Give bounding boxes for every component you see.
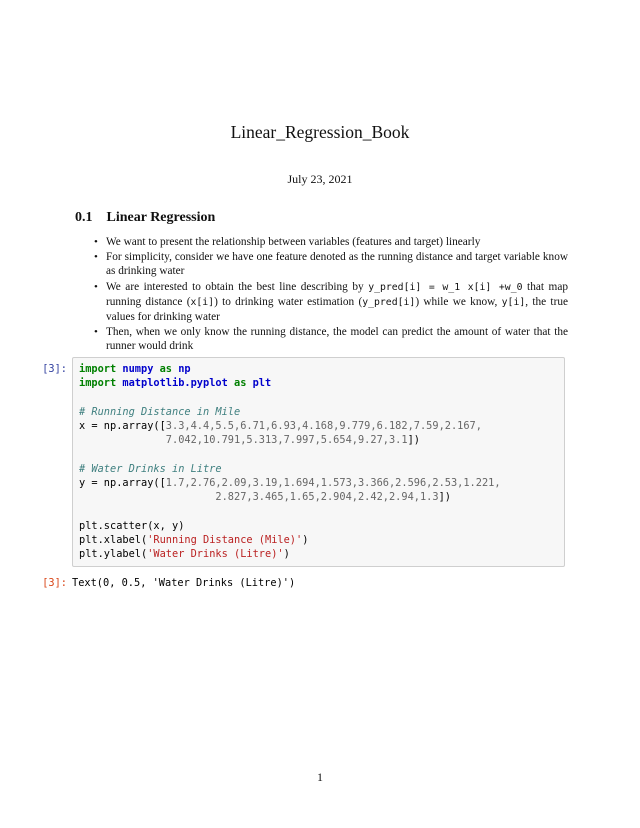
code-line: import matplotlib.pyplot as plt — [79, 376, 272, 389]
bullet-text: We are interested to obtain the best line describing by — [106, 280, 369, 293]
bullet-item — [94, 250, 568, 278]
code-line — [79, 505, 558, 519]
document-title: Linear_Regression_Book — [230, 122, 410, 142]
code-line: 7.042,10.791,5.313,7.997,5.654,9.27,3.1]) — [165, 434, 420, 447]
code-line: plt.scatter(x, y) — [79, 519, 185, 532]
bullet-text: For simplicity, consider we have one feature denoted as the running distance and target variable know as drinking water — [106, 251, 568, 278]
code-line — [79, 447, 558, 461]
code-line: 2.827,3.465,1.65,2.904,2.42,2.94,1.3]) — [215, 491, 451, 504]
bullet-list — [94, 235, 568, 354]
output-prompt: [3]: — [42, 576, 67, 589]
code-line: plt.xlabel('Running Distance (Mile)') — [79, 534, 309, 547]
bullet-text: We want to present the relationship between variables (features and target) linearly — [106, 236, 481, 248]
bullet-item — [94, 325, 568, 353]
bullet-item — [94, 280, 568, 325]
code-line: y = np.array([1.7,2.76,2.09,3.19,1.694,1.573,3.366,2.596,2.53,1.221, — [79, 477, 501, 489]
code-cell — [0, 357, 640, 567]
input-prompt: [3]: — [42, 362, 67, 375]
inline-code: y[i] — [501, 296, 526, 308]
inline-code: y_pred[i] — [362, 296, 416, 308]
section-title: Linear Regression — [106, 210, 216, 225]
page-number: 1 — [317, 770, 323, 784]
inline-code: x[i] — [190, 296, 215, 308]
output-text: Text(0, 0.5, 'Water Drinks (Litre)') — [72, 576, 296, 589]
code-line: # Running Distance in Mile — [79, 405, 241, 418]
bullet-text: , the true values for drinking water — [106, 295, 568, 324]
section-number: 0.1 — [75, 210, 93, 225]
document-date: July 23, 2021 — [287, 172, 353, 186]
bullet-item — [94, 235, 568, 249]
code-cell-box — [72, 357, 565, 567]
bullet-text: Then, when we only know the running distance, the model can predict the amount of water that the runner would drink — [106, 326, 568, 353]
code-line: plt.ylabel('Water Drinks (Litre)') — [79, 548, 290, 561]
code-line: # Water Drinks in Litre — [79, 462, 222, 475]
section-heading — [75, 210, 568, 226]
bullet-text: ) while we know, — [415, 295, 502, 308]
code-line: x = np.array([3.3,4.4,5.5,6.71,6.93,4.168,9.779,6.182,7.59,2.167, — [79, 419, 482, 432]
bullet-text: that map running distance ( — [106, 280, 568, 308]
code-lines — [79, 362, 558, 562]
bullet-text: ) to drinking water estimation ( — [214, 295, 363, 308]
code-line — [79, 390, 558, 404]
code-line: import numpy as np — [79, 362, 191, 375]
output-cell — [0, 576, 640, 590]
inline-code: y_pred[i] = w_1 x[i] +w_0 — [368, 281, 523, 293]
